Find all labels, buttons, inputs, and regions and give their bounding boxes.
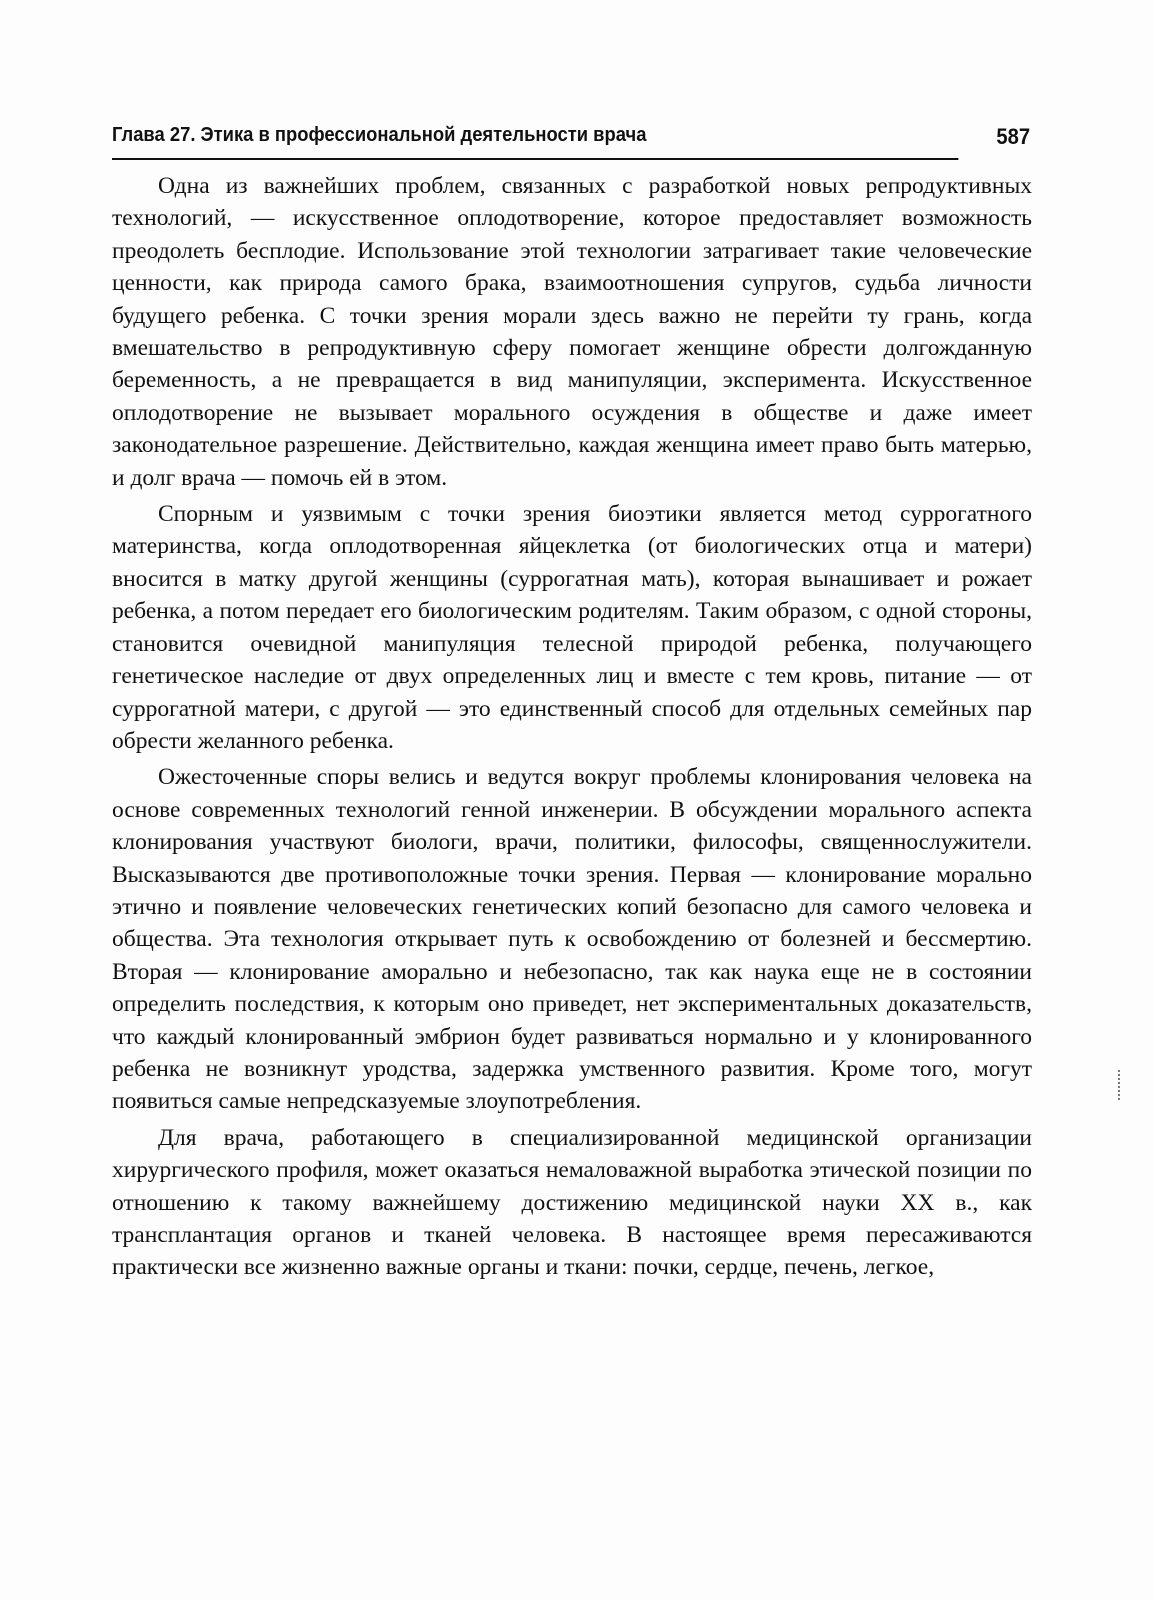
chapter-title: Глава 27. Этика в профессиональной деятельности врача [112, 124, 647, 146]
paragraph-surrogacy: Спорным и уязвимым с точки зрения биоэтики является метод суррогатного материнства, когда оплодотворенная яйцеклетка (от биологических отца и матери) вносится в матку другой женщины (суррогатная мать), которая вынашивает и рожает ребенка, а потом передает его биологическим родителям. Таким образом, с одной стороны, становится очевидной манипуляция телесной природой ребенка, получающего генетическое наследие от двух определенных лиц и вместе с тем кровь, питание — от суррогатной матери, с другой — это единственный способ для отдельных семейных пар обрести желанного ребенка. [112, 501, 1032, 754]
running-header [112, 118, 1031, 160]
paragraph-cloning: Ожесточенные споры велись и ведутся вокруг проблемы клонирования человека на основе современных технологий генной инженерии. В обсуждении морального аспекта клонирования участвуют биологи, врачи, политики, философы, священнослужители. Высказываются две противоположные точки зрения. Первая — клонирование морально этично и появление человеческих генетических копий безопасно для самого человека и общества. Эта технология открывает путь к освобождению от болезней и бессмертию. Вторая — клонирование аморально и небезопасно, так как наука еще не в состоянии определить последствия, к которым оно приведет, нет экспериментальных доказательств, что каждый клонированный эмбрион будет развиваться нормально и у клонированного ребенка не возникнут уродства, задержка умственного развития. Кроме того, могут появиться самые непредсказуемые злоупотребления. [112, 764, 1032, 1115]
page-number: 587 [996, 124, 1031, 149]
paragraph-transplantation: Для врача, работающего в специализированной медицинской организации хирургического профиля, может оказаться немаловажной выработка этической позиции по отношению к такому важнейшему достижению медицинской науки XX в., как трансплантация органов и тканей человека. В настоящее время пересаживаются практически все жизненно важные органы и ткани: почки, сердце, печень, легкое, [112, 1124, 1032, 1281]
paragraph-artificial-insemination: Одна из важнейших проблем, связанных с разработкой новых репродуктивных технологий, — искусственное оплодотворение, которое предоставляет возможность преодолеть бесплодие. Использование этой технологии затрагивает такие человеческие ценности, как природа самого брака, взаимоотношения супругов, судьба личности будущего ребенка. С точки зрения морали здесь важно не перейти ту грань, когда вмешательство в репродуктивную сферу помогает женщине обрести долгожданную беременность, а не превращается в вид манипуляции, эксперимента. Искусственное оплодотворение не вызывает морального осуждения в обществе и даже имеет законодательное разрешение. Действительно, каждая женщина имеет право быть матерью, и долг врача — помочь ей в этом. [112, 173, 1032, 491]
scan-artifact [1118, 1070, 1123, 1100]
body-text [112, 170, 1032, 1284]
